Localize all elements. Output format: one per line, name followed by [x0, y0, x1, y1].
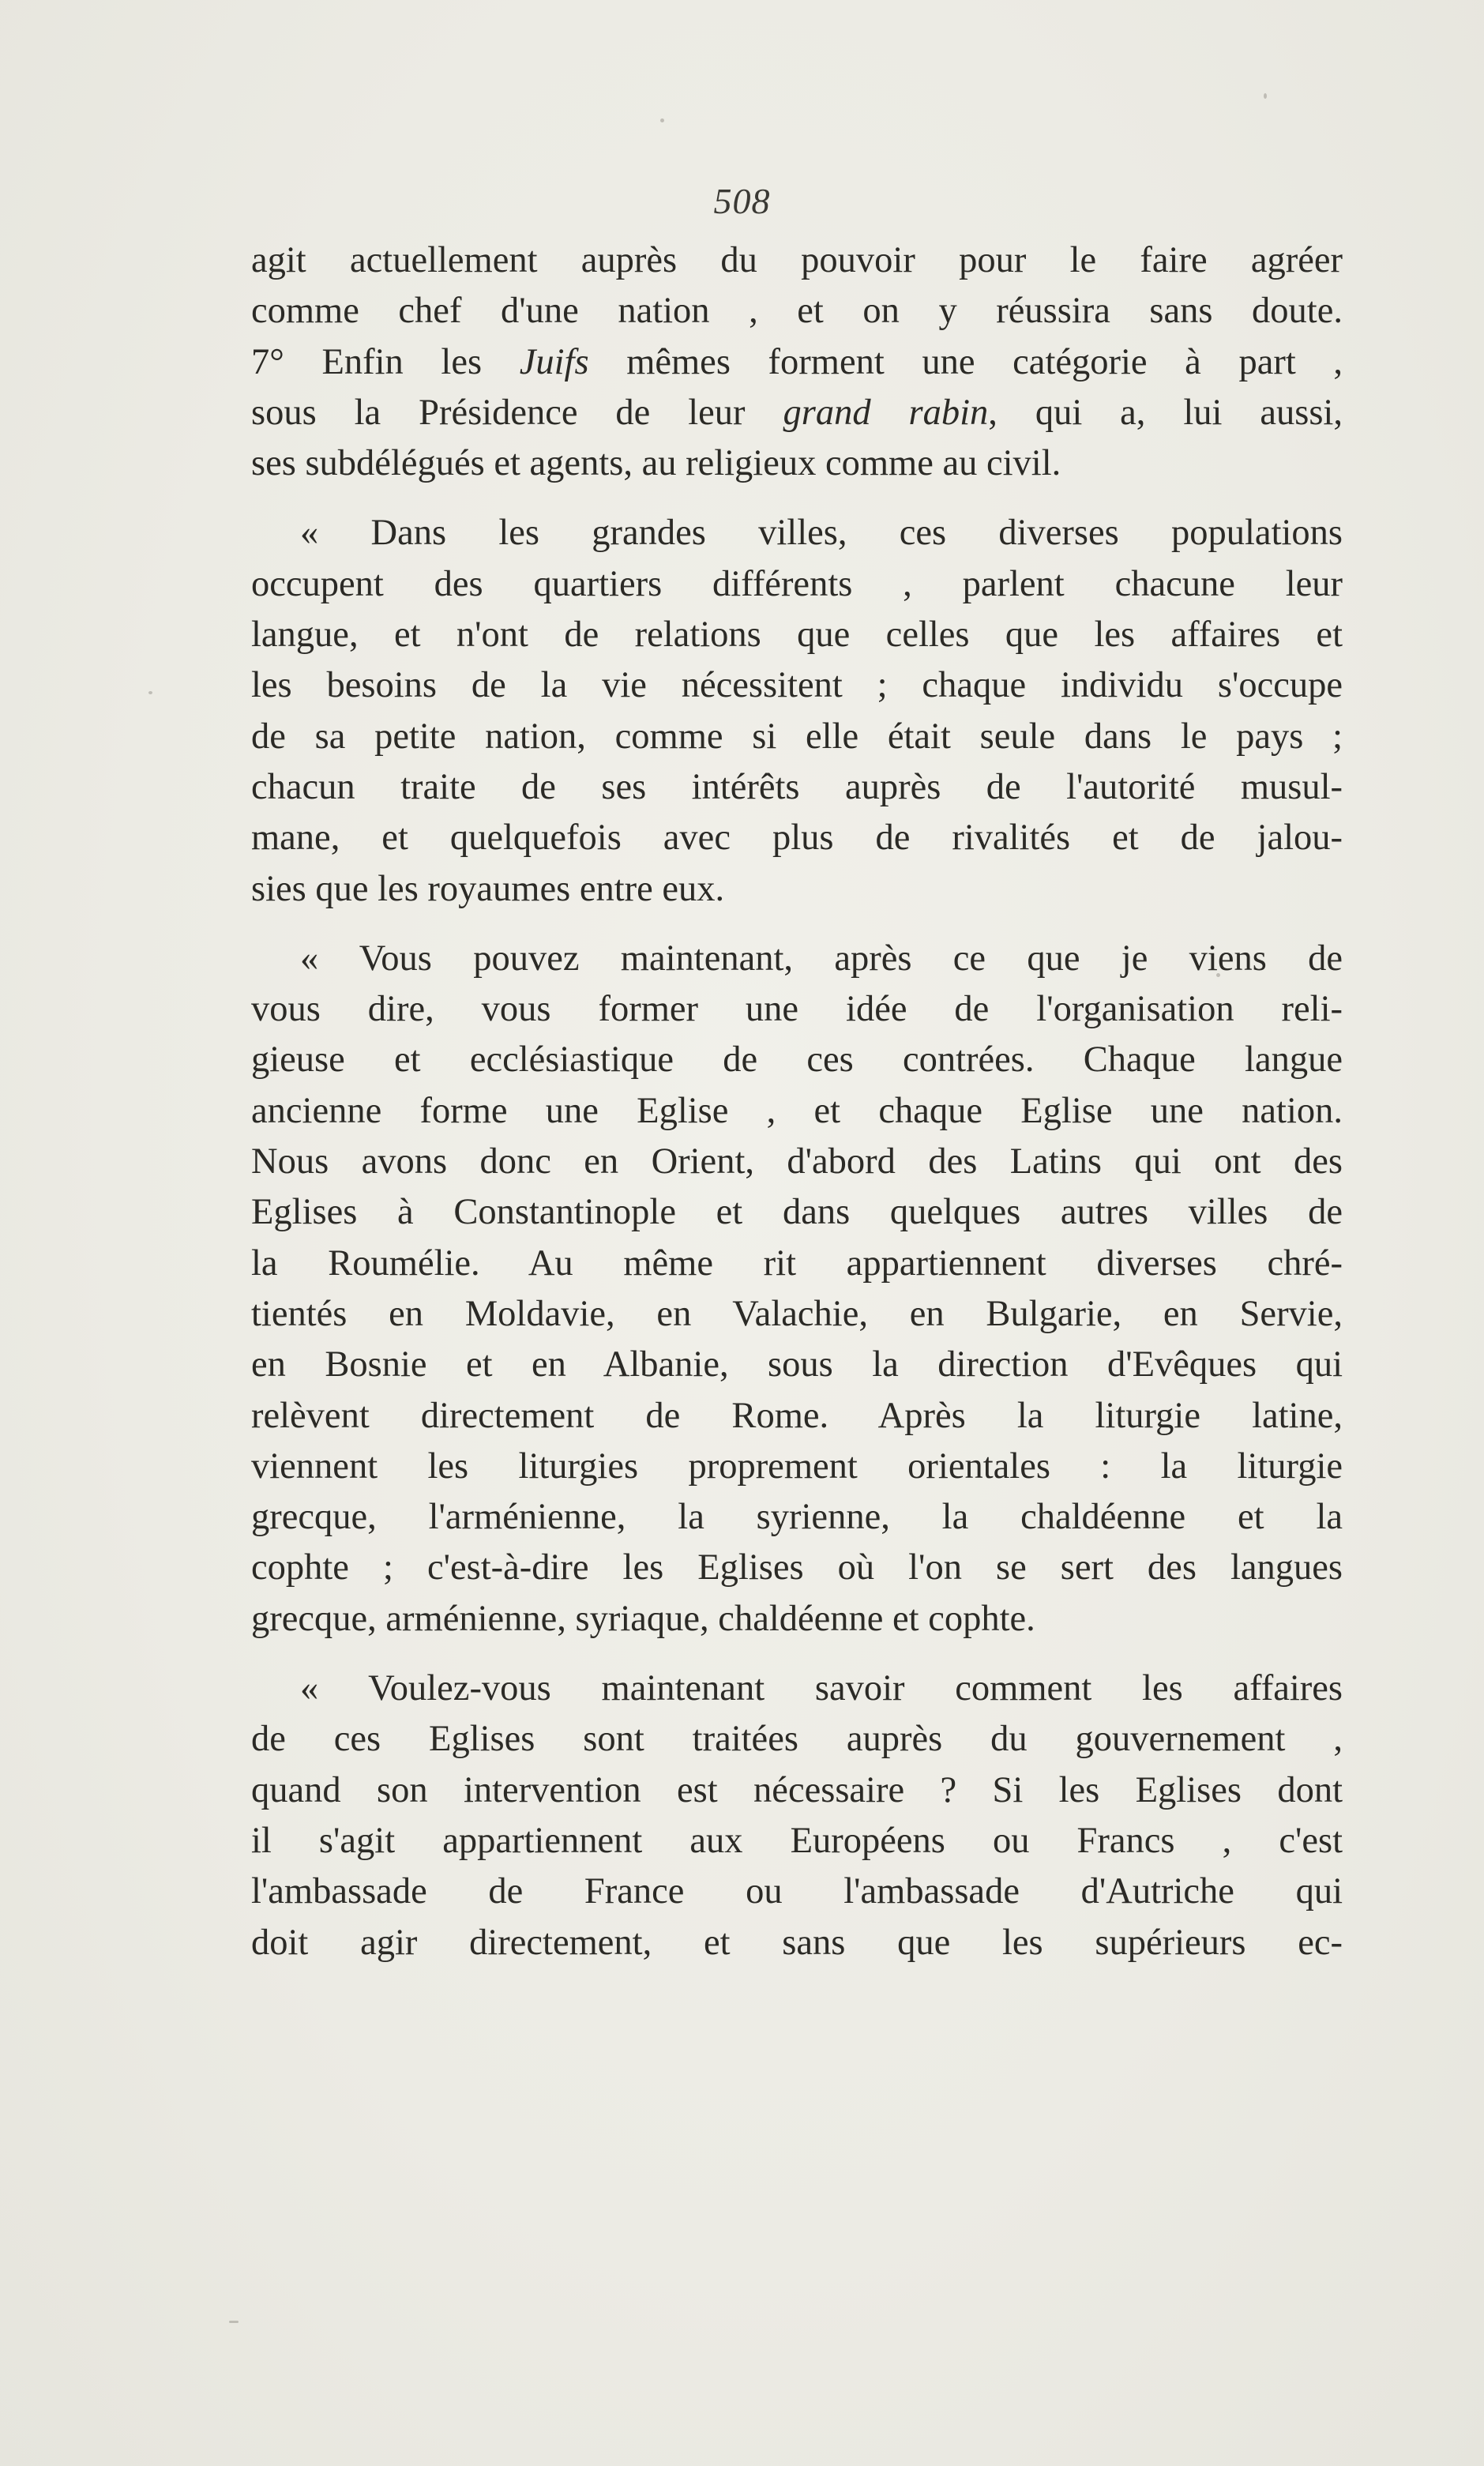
text-line: langue, et n'ont de relations que celles que les affaires et: [251, 615, 1343, 656]
text-line: les besoins de la vie nécessitent ; chaque individu s'occupe: [251, 665, 1343, 706]
text-line: quand son intervention est nécessaire ? Si les Eglises dont: [251, 1769, 1343, 1810]
text-line: vous dire, vous former une idée de l'organisation reli-: [251, 989, 1343, 1030]
text-line: « Dans les grandes villes, ces diverses populations: [300, 513, 1343, 554]
text-line: ancienne forme une Eglise , et chaque Eglise une nation.: [251, 1090, 1343, 1131]
text-line: tientés en Moldavie, en Valachie, en Bulgarie, en Servie,: [251, 1293, 1343, 1334]
paragraph-1: [251, 235, 1343, 489]
paper-speck: [1264, 93, 1267, 99]
text-line: gieuse et ecclésiastique de ces contrées. Chaque langue: [251, 1039, 1343, 1081]
text-line: chacun traite de ses intérêts auprès de l'autorité musul-: [251, 766, 1343, 807]
text-line: Eglises à Constantinople et dans quelques autres villes de: [251, 1192, 1343, 1233]
page-number: 508: [713, 181, 771, 221]
paragraph-3: [251, 934, 1343, 1645]
italic-term: grand rabin: [783, 392, 989, 433]
text-line: mane, et quelquefois avec plus de rivalités et de jalou-: [251, 818, 1343, 859]
text-line: Nous avons donc en Orient, d'abord des Latins qui ont des: [251, 1141, 1343, 1182]
text-line: il s'agit appartiennent aux Européens ou Francs , c'est: [251, 1820, 1343, 1861]
paper-speck: [660, 118, 664, 122]
text-line: grecque, l'arménienne, la syrienne, la chaldéenne et la: [251, 1497, 1343, 1538]
text-line: « Voulez-vous maintenant savoir comment les affaires: [300, 1668, 1343, 1709]
italic-term: Juifs: [519, 341, 589, 382]
text-line: l'ambassade de France ou l'ambassade d'Autriche qui: [251, 1871, 1343, 1912]
text-line: grecque, arménienne, syriaque, chaldéenne et cophte.: [251, 1598, 1035, 1639]
text-line: doit agir directement, et sans que les supérieurs ec-: [251, 1922, 1343, 1963]
text-line: viennent les liturgies proprement orientales : la liturgie: [251, 1445, 1343, 1487]
text-line: la Roumélie. Au même rit appartiennent diverses chré-: [251, 1242, 1343, 1284]
text-line: cophte ; c'est-à-dire les Eglises où l'on se sert des langues: [251, 1547, 1343, 1588]
text-line: 7° Enfin les Juifs mêmes forment une catégorie à part ,: [251, 341, 1343, 382]
text-line: de ces Eglises sont traitées auprès du gouvernement ,: [251, 1719, 1343, 1760]
text-line: de sa petite nation, comme si elle était seule dans le pays ;: [251, 716, 1343, 757]
paper-speck: [229, 2321, 239, 2323]
text-line: « Vous pouvez maintenant, après ce que je viens de: [300, 938, 1343, 979]
text-line: relèvent directement de Rome. Après la liturgie latine,: [251, 1395, 1343, 1436]
paper-speck: [148, 691, 152, 694]
text-line: occupent des quartiers différents , parlent chacune leur: [251, 563, 1343, 604]
paragraph-2: [251, 508, 1343, 914]
text-line: en Bosnie et en Albanie, sous la direction d'Evêques qui: [251, 1344, 1343, 1385]
paragraph-4: [251, 1663, 1343, 1968]
body-text: [251, 235, 1343, 1968]
text-line: agit actuellement auprès du pouvoir pour le faire agréer: [251, 240, 1343, 280]
text-line: ses subdélégués et agents, au religieux comme au civil.: [251, 443, 1061, 484]
text-line: comme chef d'une nation , et on y réussira sans doute.: [251, 291, 1343, 332]
text-line: sies que les royaumes entre eux.: [251, 868, 725, 909]
text-line: sous la Présidence de leur grand rabin, qui a, lui aussi,: [251, 392, 1343, 433]
